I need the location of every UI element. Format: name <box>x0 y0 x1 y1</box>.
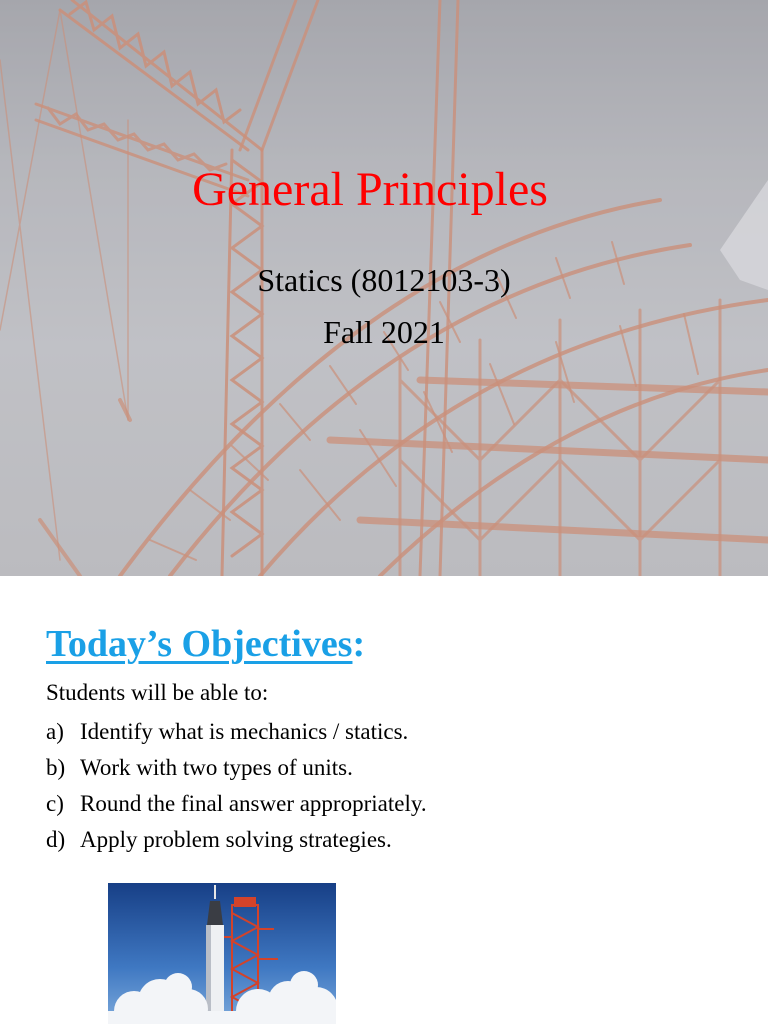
objective-text: Round the final answer appropriately. <box>80 791 427 816</box>
objective-text: Work with two types of units. <box>80 755 353 780</box>
objective-letter: b) <box>46 755 66 780</box>
course-code: Statics (8012103-3) <box>257 262 511 298</box>
objectives-heading-text: Today’s Objectives <box>46 623 353 665</box>
objectives-intro: Students will be able to: <box>46 680 269 705</box>
objective-item <box>46 714 427 750</box>
term-label: Fall 2021 <box>323 314 445 350</box>
objective-item <box>46 786 427 822</box>
objective-text: Apply problem solving strategies. <box>80 827 392 852</box>
objective-text: Identify what is mechanics / statics. <box>80 719 409 744</box>
rocket-launch-image <box>108 883 336 1024</box>
objective-item <box>46 822 427 858</box>
slide-title: General Principles <box>192 163 548 216</box>
objective-letter: a) <box>46 719 64 744</box>
objectives-slide <box>0 576 768 1024</box>
objective-letter: c) <box>46 791 64 816</box>
objectives-list <box>46 714 427 858</box>
objectives-heading <box>46 620 365 668</box>
objective-item <box>46 750 427 786</box>
objective-letter: d) <box>46 827 66 852</box>
objectives-heading-colon: : <box>352 623 366 665</box>
